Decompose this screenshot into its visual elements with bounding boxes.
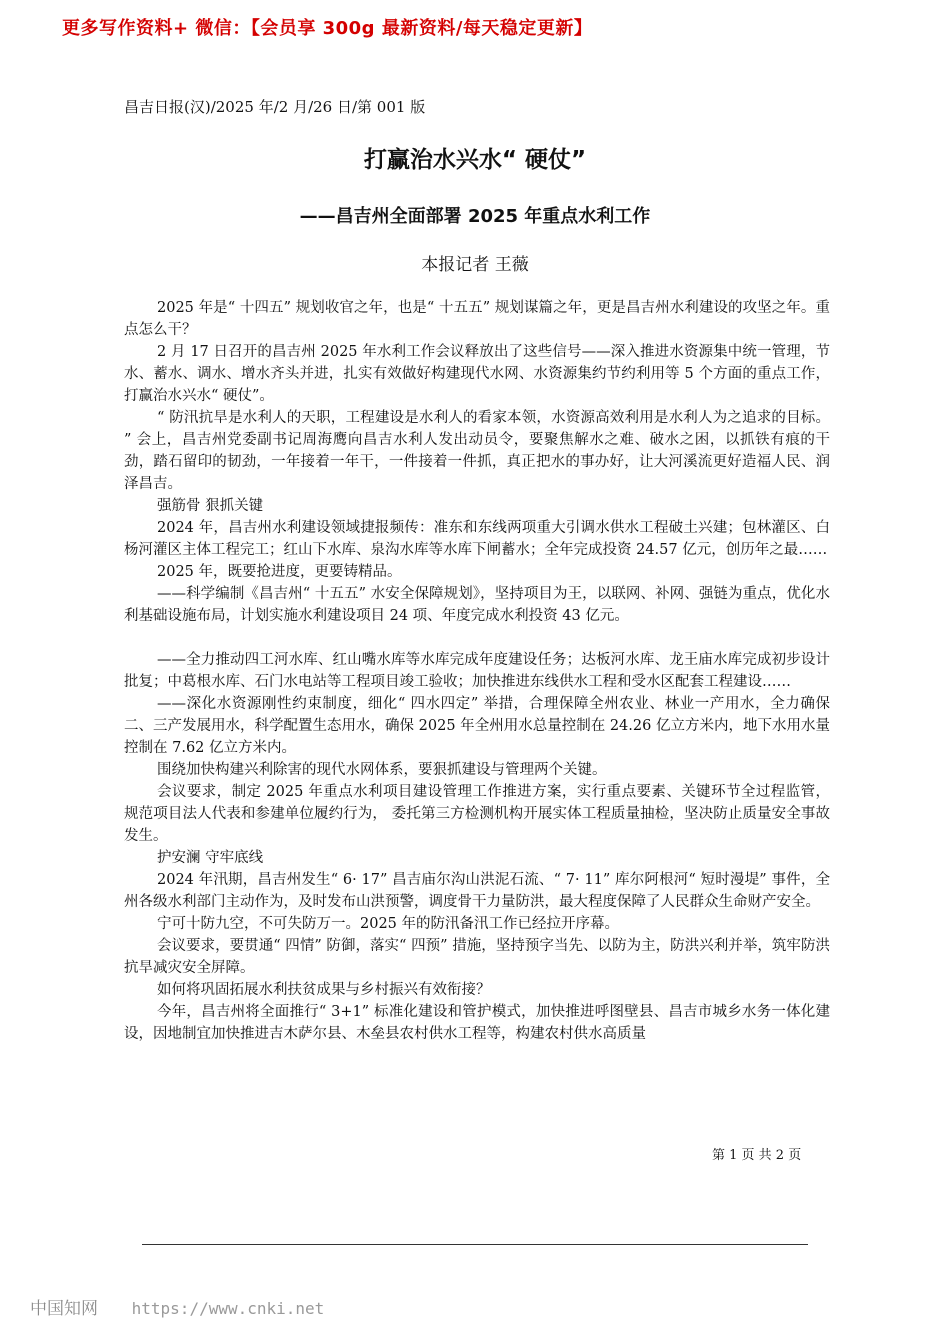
paragraph: 围绕加快构建兴利除害的现代水网体系，要狠抓建设与管理两个关键。 [157, 762, 607, 778]
cnki-logo: 中国知网 [30, 1299, 98, 1319]
paragraph: 2024 年，昌吉州水利建设领域捷报频传：准东和东线两项重大引调水供水工程破土兴建；包林灌区、白杨河灌区主体工程完工；红山下水库、泉沟水库等水库下闸蓄水；全年完成投资 24.57 亿元，创历年之最…… [124, 520, 830, 558]
article-title: 打赢治水兴水“ 硬仗” [363, 147, 587, 173]
article-author: 本报记者 王薇 [421, 255, 529, 275]
paragraph: 宁可十防九空，不可失防万一。2025 年的防汛备汛工作已经拉开序幕。 [157, 916, 620, 932]
paragraph: 如何将巩固拓展水利扶贫成果与乡村振兴有效衔接？ [157, 982, 491, 998]
paragraph: 2 月 17 日召开的昌吉州 2025 年水利工作会议释放出了这些信号——深入推进水资源集中统一管理，节水、蓄水、调水、增水齐头并进，扎实有效做好构建现代水网、水资源集约节约利用等 5 个方面的重点工作，打赢治水兴水“ 硬仗”。 [124, 344, 830, 404]
cnki-footer [30, 1294, 324, 1319]
paragraph: 2025 年是“ 十四五” 规划收官之年，也是“ 十五五” 规划谋篇之年，更是昌吉州水利建设的攻坚之年。重点怎么干？ [124, 300, 830, 338]
cnki-url[interactable]: https://www.cnki.net [131, 1299, 325, 1318]
paragraph: ——全力推动四工河水库、红山嘴水库等水库完成年度建设任务；达板河水库、龙王庙水库完成初步设计批复；中葛根水库、石门水电站等工程项目竣工验收；加快推进东线供水工程和受水区配套工程建设…… [124, 652, 830, 690]
promo-banner: 更多写作资料+ 微信：【会员享 300g 最新资料/每天稳定更新】 [62, 18, 593, 39]
article-subtitle: ——昌吉州全面部署 2025 年重点水利工作 [299, 206, 651, 227]
paragraph: 今年，昌吉州将全面推行“ 3+1” 标准化建设和管护模式，加快推进呼图壁县、昌吉市城乡水务一体化建设，因地制宜加快推进吉木萨尔县、木垒县农村供水工程等，构建农村供水高质量 [124, 1004, 830, 1042]
paragraph: 2025 年，既要抢进度，更要铸精品。 [157, 564, 402, 580]
article-body [124, 297, 830, 1045]
paragraph: “ 防汛抗旱是水利人的天职，工程建设是水利人的看家本领，水资源高效利用是水利人为之追求的目标。 ” 会上，昌吉州党委副书记周海鹰向昌吉水利人发出动员令，要聚焦解水之难、破水之困，以抓铁有痕的干劲，踏石留印的韧劲，一年接着一年干，一件接着一件抓，真正把水的事办好，让大河溪流更好造福人民、润泽昌吉。 [124, 410, 830, 492]
page-number: 第 1 页 共 2 页 [712, 1148, 802, 1163]
paragraph: 会议要求，制定 2025 年重点水利项目建设管理工作推进方案，实行重点要素、关键环节全过程监管， 规范项目法人代表和参建单位履约行为， 委托第三方检测机构开展实体工程质量抽检，坚决防止质量安全事故发生。 [124, 784, 830, 844]
paragraph: 会议要求，要贯通“ 四情” 防御，落实“ 四预” 措施，坚持预字当先、以防为主，防洪兴利并举，筑牢防洪抗旱减灾安全屏障。 [124, 938, 830, 976]
footer-divider [142, 1244, 808, 1245]
paragraph: ——深化水资源刚性约束制度，细化“ 四水四定” 举措，合理保障全州农业、林业一产用水，全力确保二、三产发展用水，科学配置生态用水，确保 2025 年全州用水总量控制在 24.26 亿立方米内，地下水用水量控制在 7.62 亿立方米内。 [124, 696, 830, 756]
section-heading: 强筋骨 狠抓关键 [157, 498, 264, 514]
paragraph: ——科学编制《昌吉州“ 十五五” 水安全保障规划》，坚持项目为王，以联网、补网、强链为重点，优化水利基础设施布局，计划实施水利建设项目 24 项、年度完成水利投资 43 亿元。 [124, 586, 830, 624]
paragraph: 2024 年汛期，昌吉州发生“ 6· 17” 昌吉庙尔沟山洪泥石流、“ 7· 11” 库尔阿根河“ 短时漫堤” 事件，全州各级水利部门主动作为，及时发布山洪预警，调度骨干力量防洪，最大程度保障了人民群众生命财产安全。 [124, 872, 830, 910]
section-heading: 护安澜 守牢底线 [157, 850, 264, 866]
newspaper-source: 昌吉日报(汉)/2025 年/2 月/26 日/第 001 版 [124, 98, 426, 116]
